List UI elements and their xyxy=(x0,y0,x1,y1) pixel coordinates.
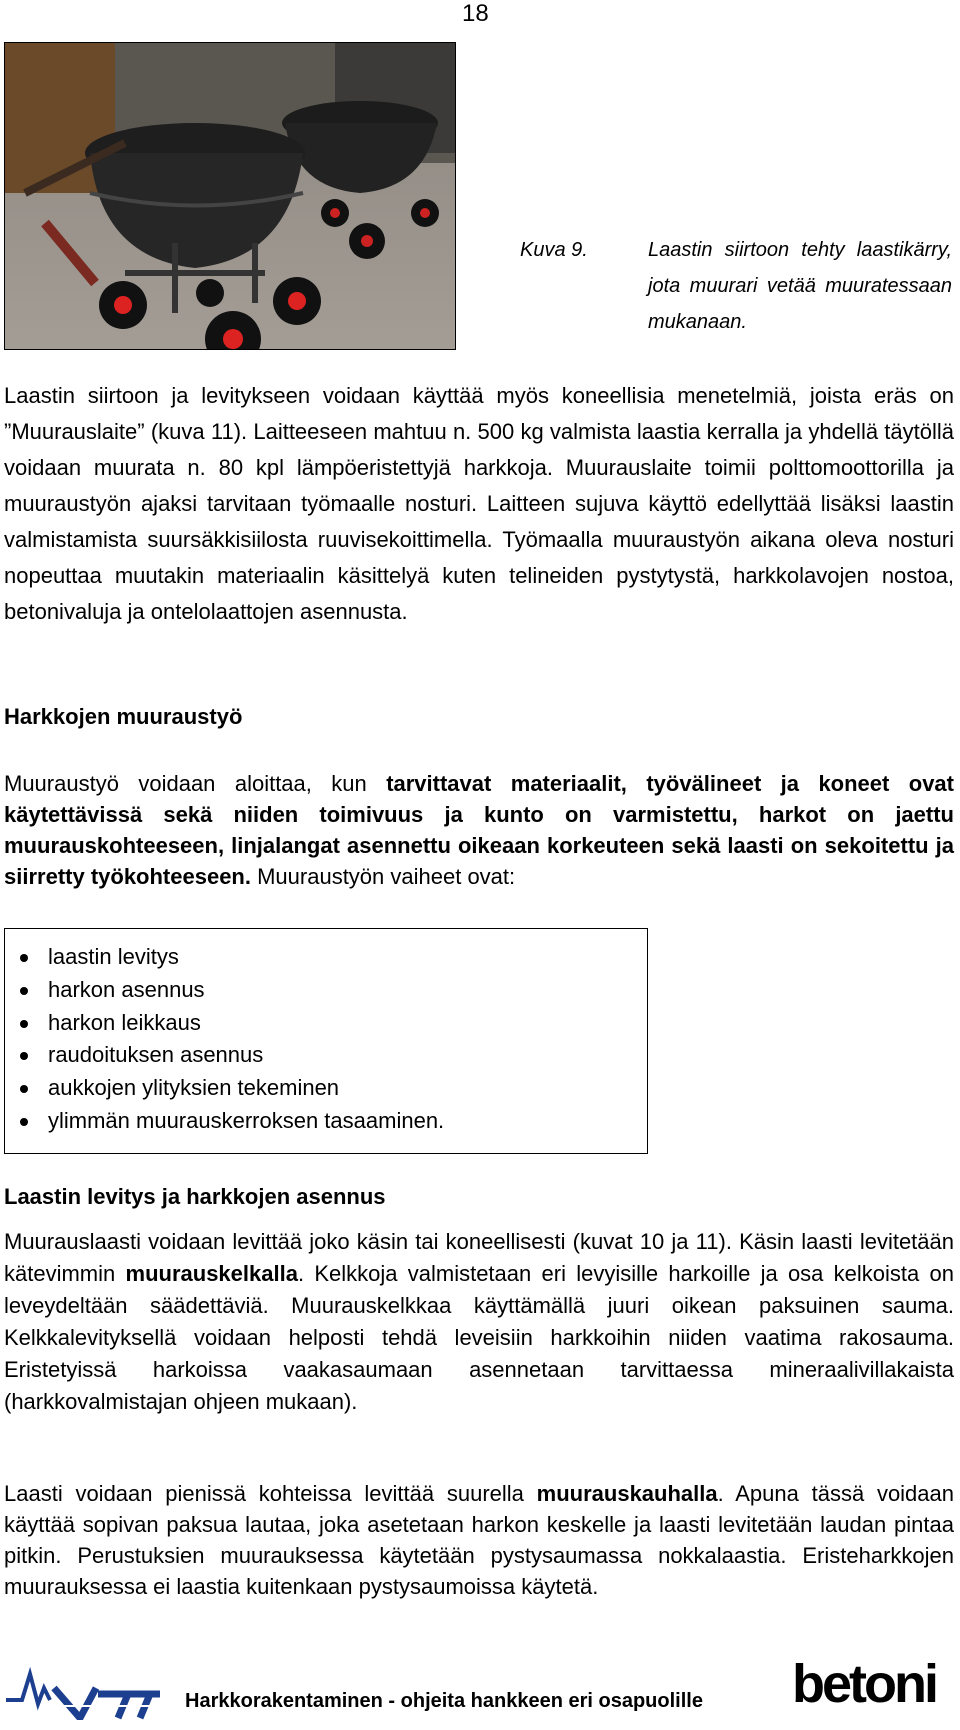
page-number: 18 xyxy=(462,0,489,27)
masonry-phases-list xyxy=(5,929,647,1138)
footer-title: Harkkorakentaminen - ohjeita hankkeen eri osapuolille xyxy=(185,1690,703,1712)
list-item-text: aukkojen ylityksien tekeminen xyxy=(48,1075,340,1101)
paragraph-trowel-spreading xyxy=(4,1478,954,1602)
bullet-icon xyxy=(20,1085,28,1093)
figure-caption-text: Laastin siirtoon tehty laastikärry, jota muurari vetää muuratessaan mukanaan. xyxy=(648,239,952,333)
list-item-text: laastin levitys xyxy=(48,944,179,969)
vtt-logo xyxy=(0,1660,170,1720)
list-item-text: harkon leikkaus xyxy=(48,1009,201,1035)
paragraph-trowel-text-a: Laasti voidaan pienissä kohteissa levittää suurella xyxy=(4,1481,537,1506)
heading-mortar-spreading: Laastin levitys ja harkkojen asennus xyxy=(4,1184,386,1209)
betoni-logo: betoni xyxy=(792,1654,936,1714)
paragraph-masonry-start xyxy=(4,768,954,892)
paragraph-masonry-conditions: tarvittavat materiaalit, työvälineet ja koneet ovat käytettävissä sekä niiden toimivuus ja kunto on varmistettu, harkot on jaettu muurauskohteeseen, linjalangat asennettu oikeaan korkeuteen sekä laasti on sekoitettu ja siirretty työkohteeseen. xyxy=(4,771,954,889)
paragraph-masonry-start-text: Muuraustyö voidaan aloittaa, kun xyxy=(4,771,387,796)
list-item xyxy=(17,1105,647,1138)
bullet-icon xyxy=(20,1020,28,1028)
list-item-text: harkon asennus xyxy=(48,976,205,1002)
list-item xyxy=(17,1039,647,1072)
mortar-cart-photo xyxy=(4,42,456,350)
list-item xyxy=(17,941,647,974)
paragraph-mortar-spreading-text-a: Muurauslaasti voidaan levittää joko käsin tai koneellisesti (kuvat 10 ja 11). Käsin laasti levitetään kätevimmin xyxy=(4,1229,954,1286)
bullet-icon xyxy=(20,1052,28,1060)
list-item xyxy=(17,1072,647,1105)
list-item-text: ylimmän muurauskerroksen tasaaminen. xyxy=(48,1107,445,1133)
figure-label: Kuva 9. xyxy=(520,239,588,261)
list-item xyxy=(17,974,647,1007)
bullet-icon xyxy=(20,954,28,962)
heading-block-masonry: Harkkojen muuraustyö xyxy=(4,704,243,729)
list-item-text: raudoituksen asennus xyxy=(48,1042,264,1068)
bullet-icon xyxy=(20,1118,28,1126)
term-muurauskauha: muurauskauhalla xyxy=(536,1481,718,1506)
paragraph-mortar-spreading xyxy=(4,1226,954,1418)
paragraph-mechanical-methods: Laastin siirtoon ja levitykseen voidaan käyttää myös koneellisia menetelmiä, joista eräs on ”Muurauslaite” (kuva 11). Laitteeseen mahtuu n. 500 kg valmista laastia kerralla ja yhdellä täytöllä voidaan muurata n. 80 kpl lämpöeristettyjä harkkoja. Muurauslaite toimii polttomoottorilla ja muuraustyön ajaksi tarvitaan työmaalle nosturi. Laitteen sujuva käyttö edellyttää lisäksi laastin valmistamista suursäkkisiilosta ruuvisekoittimella. Työmaalla muuraustyön aikana oleva nosturi nopeuttaa muutakin materiaalin käsittelyä kuten telineiden pystytystä, harkkolavojen nostoa, betonivaluja ja ontelolaattojen asennusta. xyxy=(4,383,954,624)
term-muurauskelkka: muurauskelkalla xyxy=(125,1261,298,1286)
bullet-icon xyxy=(20,987,28,995)
paragraph-masonry-phases-intro: Muuraustyön vaiheet ovat: xyxy=(250,864,516,889)
paragraph-trowel-text-b: . Apuna tässä voidaan käyttää sopivan paksua lautaa, joka asetetaan harkon keskelle ja laasti levitetään laudan pintaa pitkin. Perustuksien muurauksessa käytetään pystysaumassa nokkalaastia. Eristeharkkojen muurauksessa ei laastia kuitenkaan pystysaumoissa käytetä. xyxy=(4,1481,955,1599)
paragraph-mortar-spreading-text-b: . Kelkkoja valmistetaan eri levyisille harkoille ja osa kelkoista on leveydeltään säädettäviä. Muurauskelkkaa käyttämällä juuri oikean paksuinen sauma. Kelkkalevityksellä voidaan helposti tehdä leveisiin harkkoihin niiden vaatima rakosauma. Eristetyissä harkoissa vaakasaumaan asennetaan tarvittaessa mineraalivillakaista (harkkovalmistajan ohjeen mukaan). xyxy=(4,1261,955,1414)
list-item xyxy=(17,1007,647,1040)
masonry-phases-box xyxy=(4,928,648,1154)
